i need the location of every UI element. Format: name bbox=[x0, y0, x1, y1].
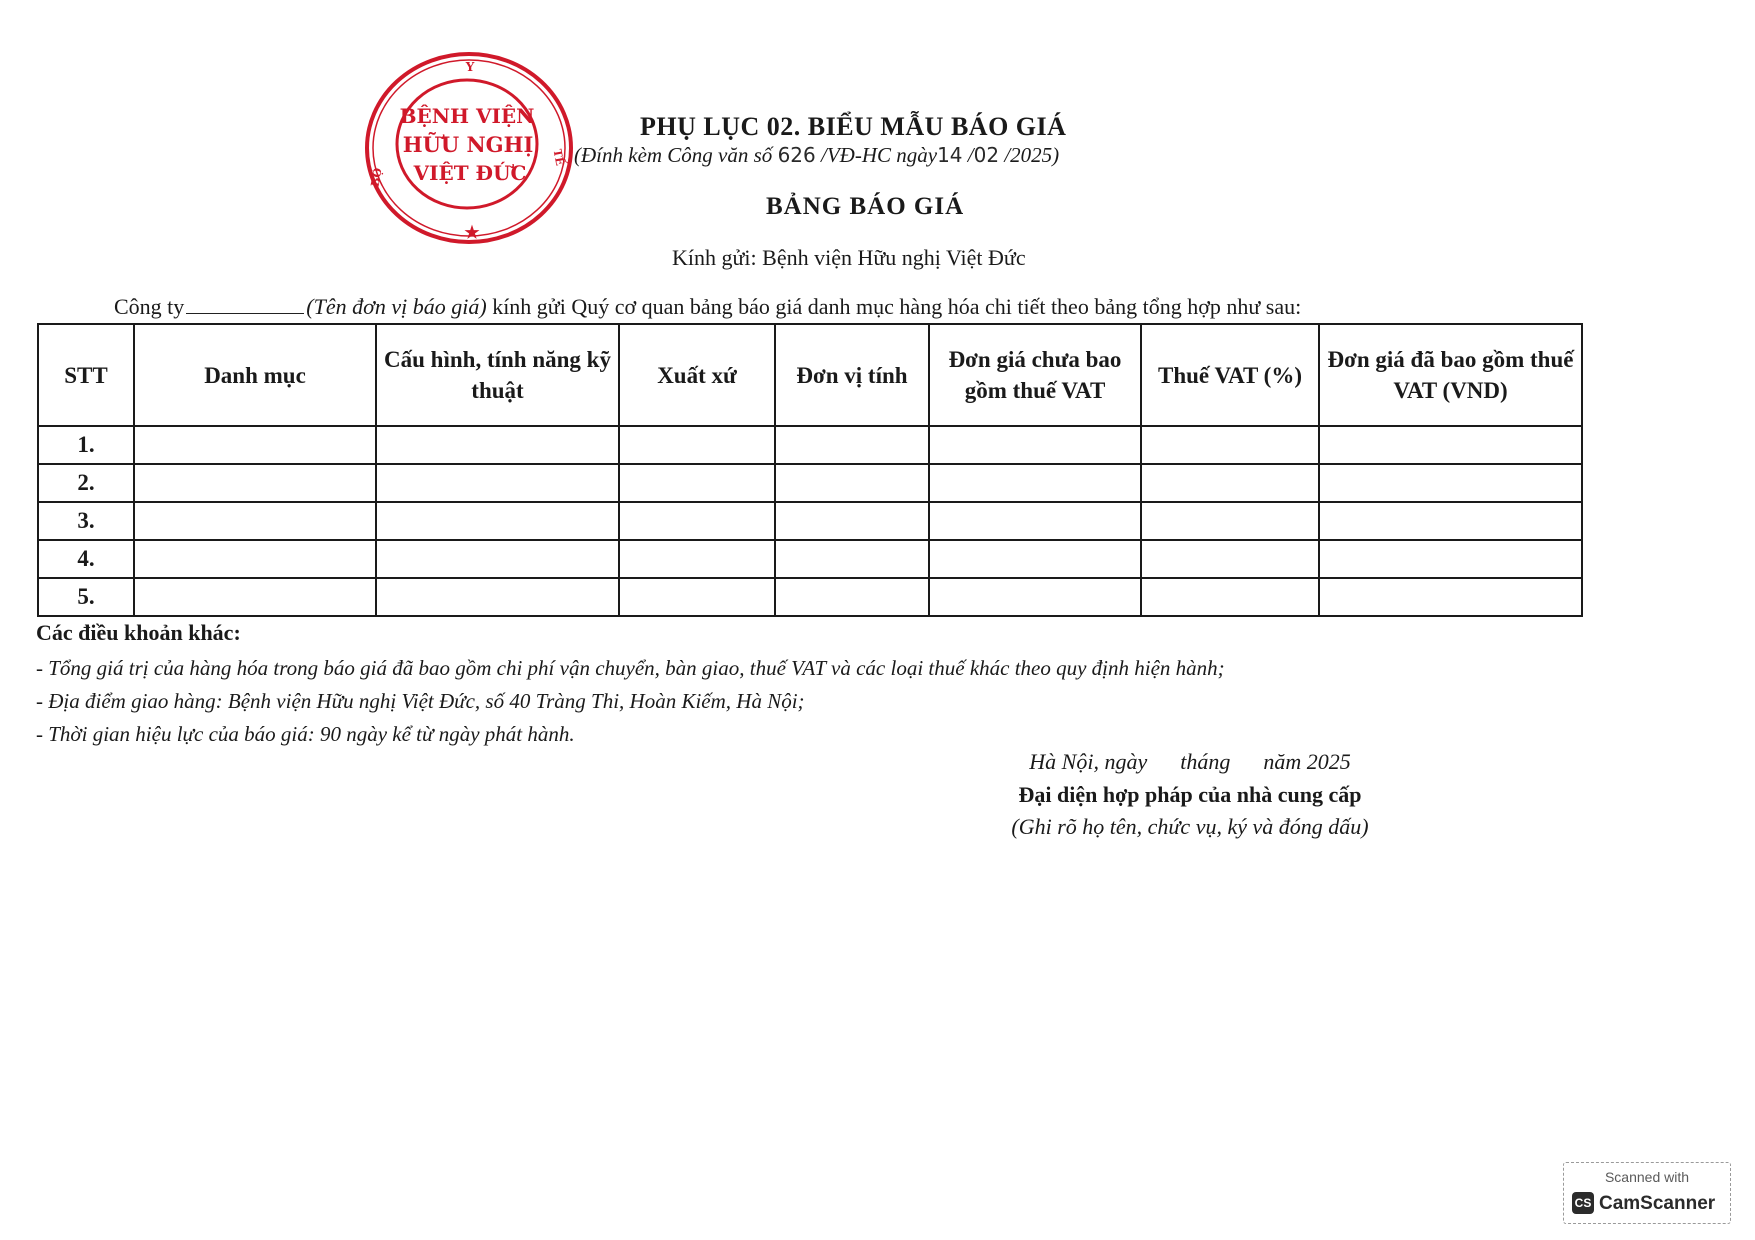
table-cell[interactable] bbox=[1141, 578, 1319, 616]
table-cell[interactable] bbox=[775, 464, 929, 502]
term-item: - Tổng giá trị của hàng hóa trong báo giá đã bao gồm chi phí vận chuyển, bàn giao, thuế VAT và các loại thuế khác theo quy định hiện hành; bbox=[36, 656, 1225, 680]
header-origin: Xuất xứ bbox=[619, 324, 775, 426]
table-cell[interactable] bbox=[1319, 540, 1582, 578]
row-number: 1. bbox=[38, 426, 134, 464]
table-cell[interactable] bbox=[619, 540, 775, 578]
signature-block bbox=[960, 745, 1420, 843]
stamp-left-letter: BỘ bbox=[368, 166, 385, 188]
header-price-incl-vat: Đơn giá đã bao gồm thuế VAT (VND) bbox=[1319, 324, 1582, 426]
header-unit: Đơn vị tính bbox=[775, 324, 929, 426]
row-number: 5. bbox=[38, 578, 134, 616]
table-header-row bbox=[38, 324, 1582, 426]
row-number: 2. bbox=[38, 464, 134, 502]
subtitle-year: /2025) bbox=[1004, 143, 1060, 167]
terms-heading: Các điều khoản khác: bbox=[36, 620, 241, 645]
intro-prefix: Công ty bbox=[114, 294, 185, 319]
table-cell[interactable] bbox=[1141, 540, 1319, 578]
table-cell[interactable] bbox=[929, 464, 1141, 502]
table-cell[interactable] bbox=[929, 502, 1141, 540]
row-number: 3. bbox=[38, 502, 134, 540]
table-cell[interactable] bbox=[929, 426, 1141, 464]
table-cell[interactable] bbox=[134, 464, 376, 502]
table-row bbox=[38, 426, 1582, 464]
table-row bbox=[38, 464, 1582, 502]
row-number: 4. bbox=[38, 540, 134, 578]
stamp-right-letter: TẾ bbox=[550, 148, 567, 167]
subtitle-prefix: (Đính kèm Công văn số bbox=[574, 143, 773, 167]
term-item: - Thời gian hiệu lực của báo giá: 90 ngày kể từ ngày phát hành. bbox=[36, 722, 575, 746]
other-terms bbox=[36, 620, 1225, 751]
signature-note: (Ghi rõ họ tên, chức vụ, ký và đóng dấu) bbox=[1011, 814, 1369, 839]
table-cell[interactable] bbox=[376, 578, 619, 616]
table-cell[interactable] bbox=[619, 502, 775, 540]
header-category: Danh mục bbox=[134, 324, 376, 426]
camscanner-badge bbox=[1563, 1162, 1731, 1224]
table-row bbox=[38, 578, 1582, 616]
table-cell[interactable] bbox=[134, 578, 376, 616]
company-name-blank bbox=[186, 313, 304, 314]
stamp-line-1: BỆNH VIỆN bbox=[399, 104, 535, 128]
table-cell[interactable] bbox=[376, 464, 619, 502]
stamp-top-letter: Y bbox=[465, 60, 475, 74]
table-cell[interactable] bbox=[1141, 426, 1319, 464]
table-cell[interactable] bbox=[775, 502, 929, 540]
table-cell[interactable] bbox=[134, 540, 376, 578]
page-title: PHỤ LỤC 02. BIỂU MẪU BÁO GIÁ bbox=[640, 112, 1067, 141]
handwritten-month: 02 bbox=[973, 143, 1000, 167]
company-hint: (Tên đơn vị báo giá) bbox=[306, 294, 487, 319]
table-cell[interactable] bbox=[619, 578, 775, 616]
table-cell[interactable] bbox=[929, 578, 1141, 616]
table-cell[interactable] bbox=[376, 540, 619, 578]
table-cell[interactable] bbox=[1141, 464, 1319, 502]
term-item: - Địa điểm giao hàng: Bệnh viện Hữu nghị Việt Đức, số 40 Tràng Thi, Hoàn Kiếm, Hà Nội; bbox=[36, 689, 805, 713]
table-cell[interactable] bbox=[929, 540, 1141, 578]
handwritten-doc-number: 626 bbox=[777, 143, 816, 167]
table-row bbox=[38, 540, 1582, 578]
stamp-line-3: VIỆT ĐỨC bbox=[413, 161, 527, 185]
signature-representative: Đại diện hợp pháp của nhà cung cấp bbox=[1018, 782, 1362, 807]
table-cell[interactable] bbox=[1141, 502, 1319, 540]
table-cell[interactable] bbox=[1319, 502, 1582, 540]
intro-line bbox=[114, 294, 1301, 320]
camscanner-logo-icon: CS bbox=[1572, 1192, 1594, 1214]
subtitle: (Đính kèm Công văn số 626 /VĐ-HC ngày14 /02 /2025) bbox=[574, 143, 1060, 167]
table-cell[interactable] bbox=[619, 464, 775, 502]
table-cell[interactable] bbox=[1319, 578, 1582, 616]
table-cell[interactable] bbox=[775, 540, 929, 578]
scanned-with-label: Scanned with bbox=[1604, 1169, 1690, 1185]
header-vat: Thuế VAT (%) bbox=[1141, 324, 1319, 426]
table-row bbox=[38, 502, 1582, 540]
signature-date: Hà Nội, ngày tháng năm 2025 bbox=[1029, 749, 1351, 774]
header-stt: STT bbox=[38, 324, 134, 426]
header-price-excl-vat: Đơn giá chưa bao gồm thuế VAT bbox=[929, 324, 1141, 426]
addressee: Kính gửi: Bệnh viện Hữu nghị Việt Đức bbox=[672, 245, 1026, 270]
subtitle-middle: /VĐ-HC ngày bbox=[821, 143, 938, 167]
main-title: BẢNG BÁO GIÁ bbox=[766, 193, 965, 220]
stamp-star-icon: ★ bbox=[464, 223, 480, 243]
table-cell[interactable] bbox=[619, 426, 775, 464]
table-cell[interactable] bbox=[376, 426, 619, 464]
stamp-line-2: HỮU NGHỊ bbox=[402, 132, 534, 157]
handwritten-day: 14 bbox=[937, 143, 963, 167]
table-cell[interactable] bbox=[134, 426, 376, 464]
table-cell[interactable] bbox=[376, 502, 619, 540]
table-cell[interactable] bbox=[775, 426, 929, 464]
table-cell[interactable] bbox=[775, 578, 929, 616]
header-spec: Cấu hình, tính năng kỹ thuật bbox=[376, 324, 619, 426]
table-cell[interactable] bbox=[134, 502, 376, 540]
camscanner-brand: CamScanner bbox=[1599, 1193, 1716, 1214]
hospital-stamp bbox=[362, 48, 580, 248]
intro-suffix: kính gửi Quý cơ quan bảng báo giá danh mục hàng hóa chi tiết theo bảng tổng hợp như sau: bbox=[492, 294, 1302, 319]
quote-table bbox=[37, 323, 1583, 617]
table-cell[interactable] bbox=[1319, 464, 1582, 502]
table-cell[interactable] bbox=[1319, 426, 1582, 464]
